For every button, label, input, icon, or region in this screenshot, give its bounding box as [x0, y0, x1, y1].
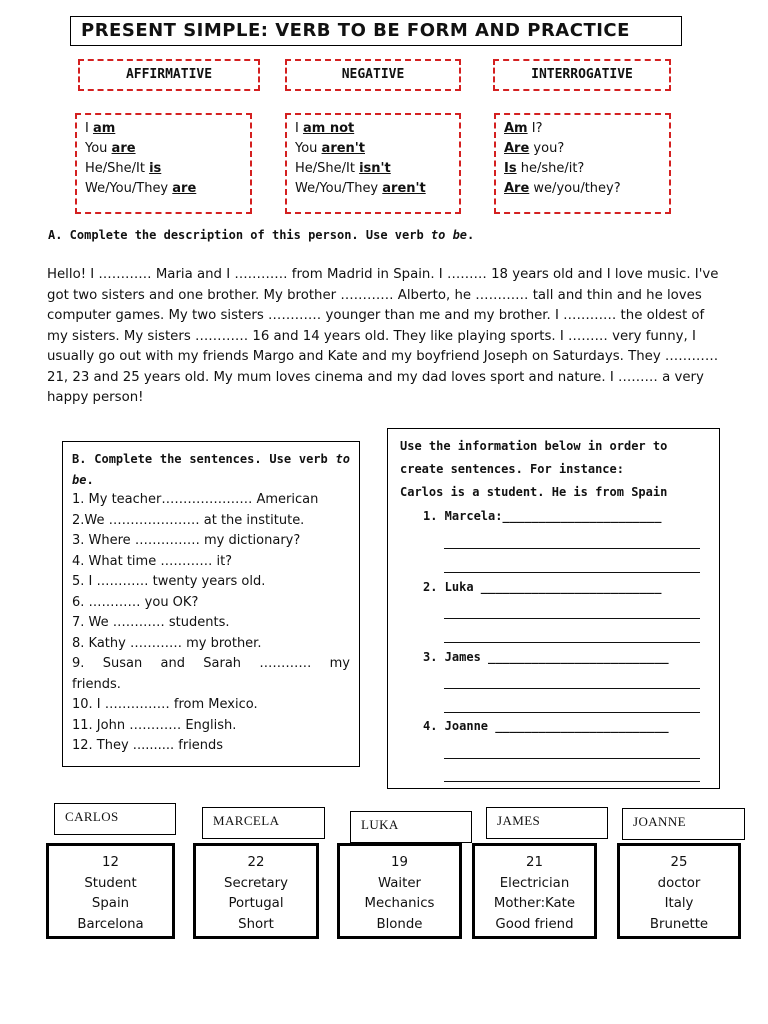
- card-info-line: Short: [238, 916, 274, 932]
- card-info-line: Blonde: [376, 916, 423, 932]
- card-info-line: 25: [670, 855, 688, 870]
- sentence: 12. They .......... friends: [72, 738, 224, 753]
- interrogative-forms: [494, 113, 671, 214]
- card-info-line: 12: [102, 855, 119, 870]
- verb-form: am: [92, 121, 116, 136]
- verb-form: are: [172, 181, 197, 196]
- section-a-paragraph: Hello! I ………… Maria and I ………… from Madrid in Spain. I ……… 18 years old and I love music. I've got two sisters and one brother. My brother ………… Alberto, he ………… tall and thin and he loves computer games. My two sisters ………… younger than me and my brother. I ………… the oldest of my sisters. My sisters ………… 16 and 14 years old. They like playing sports. I ……… very funny, I usually go out with my friends Margo and Kate and my boyfriend Joseph on Saturdays. They ………… 21, 23 and 25 years old. My mum loves cinema and my dad loves sport and nature. I ……… a very happy person!: [47, 267, 719, 405]
- subject: You: [295, 141, 322, 156]
- sentence: 3. Where …………… my dictionary?: [72, 533, 301, 548]
- section-c-instruction-1: Use the information below in order to: [400, 439, 668, 453]
- card-info-line: Portugal: [228, 896, 284, 911]
- sentence: 8. Kathy ………… my brother.: [72, 635, 262, 651]
- affirmative-row: [85, 179, 250, 199]
- subject: We/You/They: [85, 181, 173, 196]
- verb-form: Am: [504, 121, 528, 136]
- affirmative-header: AFFIRMATIVE: [78, 59, 260, 91]
- sentence: 7. We ………… students.: [72, 615, 230, 630]
- subject: He/She/It: [295, 161, 360, 176]
- answer-line[interactable]: [444, 712, 700, 713]
- sentence: 11. John ………… English.: [72, 717, 237, 733]
- card-info-line: Waiter: [377, 875, 421, 891]
- negative-row: [295, 139, 459, 159]
- answer-line[interactable]: [444, 758, 700, 759]
- answer-line[interactable]: [444, 548, 700, 549]
- interrogative-row: [504, 139, 669, 159]
- negative-forms: [285, 113, 461, 214]
- item-marcela: 1. Marcela:______________________: [423, 509, 662, 523]
- item-james: 3. James _________________________: [423, 650, 669, 664]
- verb-form: are: [111, 141, 136, 156]
- name-tag-marcela: MARCELA: [202, 807, 325, 839]
- subject: You: [85, 141, 112, 156]
- name-tag-carlos: CARLOS: [54, 803, 176, 835]
- sentence: 4. What time ………… it?: [72, 553, 233, 569]
- info-card-carlos: [46, 843, 175, 939]
- page-title: PRESENT SIMPLE: VERB TO BE FORM AND PRACTICE: [70, 16, 682, 46]
- card-info-line: 21: [526, 855, 543, 870]
- negative-row: [295, 119, 459, 139]
- affirmative-row: [85, 119, 250, 139]
- info-card-james: [472, 843, 597, 939]
- answer-line[interactable]: [444, 642, 700, 643]
- card-info-line: Student: [84, 875, 137, 891]
- sentence: 2.We ………………… at the institute.: [72, 512, 305, 528]
- verb-form: is: [149, 161, 162, 176]
- subject: I: [85, 121, 93, 136]
- card-info-line: Brunette: [649, 916, 709, 932]
- name-tag-luka: LUKA: [350, 811, 472, 843]
- section-c-example: Carlos is a student. He is from Spain: [400, 485, 668, 499]
- card-info-line: Mechanics: [364, 896, 435, 911]
- verb-form: isn't: [359, 161, 391, 176]
- sentence: 6. ………… you OK?: [72, 594, 199, 610]
- card-info-line: Electrician: [499, 875, 570, 891]
- card-info-line: 22: [247, 855, 265, 870]
- verb-form: Are: [504, 181, 530, 196]
- card-info-line: Good friend: [495, 916, 574, 932]
- name-tag-james: JAMES: [486, 807, 608, 839]
- affirmative-row: [85, 139, 250, 159]
- card-info-line: Mother:Kate: [493, 896, 576, 911]
- verb-form: Are: [504, 141, 530, 156]
- card-info-line: Barcelona: [77, 916, 144, 932]
- card-info-line: doctor: [657, 875, 701, 891]
- item-luka: 2. Luka _________________________: [423, 580, 662, 594]
- subject: he/she/it?: [516, 161, 585, 176]
- info-card-marcela: [193, 843, 319, 939]
- negative-row: [295, 179, 459, 199]
- answer-line[interactable]: [444, 572, 700, 573]
- answer-line[interactable]: [444, 688, 700, 689]
- verb-form: aren't: [321, 141, 365, 156]
- section-b-sentences: [72, 490, 350, 654]
- interrogative-header: INTERROGATIVE: [493, 59, 671, 91]
- section-b-box: [62, 441, 360, 767]
- sentence-9-continued: friends.: [72, 676, 121, 692]
- card-info-line: Secretary: [224, 875, 288, 891]
- interrogative-row: [504, 119, 669, 139]
- negative-row: [295, 159, 459, 179]
- affirmative-row: [85, 159, 250, 179]
- answer-line[interactable]: [444, 781, 700, 782]
- section-c-box: [387, 428, 720, 789]
- sentence: 1. My teacher………………… American: [72, 492, 319, 507]
- verb-form: aren't: [382, 181, 426, 196]
- verb-form: Is: [504, 161, 517, 176]
- name-tag-joanne: JOANNE: [622, 808, 745, 840]
- subject: We/You/They: [295, 181, 383, 196]
- verb-form: am not: [302, 121, 355, 136]
- item-joanne: 4. Joanne ________________________: [423, 719, 669, 733]
- subject: I: [295, 121, 303, 136]
- sentence: 10. I …………… from Mexico.: [72, 697, 258, 712]
- sentence-9: 9. Susan and Sarah ………… my: [72, 656, 350, 671]
- card-info-line: Spain: [91, 896, 130, 911]
- section-b-sentences-end: [72, 695, 350, 757]
- subject: I?: [527, 121, 543, 136]
- section-c-instruction-2: create sentences. For instance:: [400, 462, 624, 476]
- subject: we/you/they?: [529, 181, 621, 196]
- sentence: 5. I ………… twenty years old.: [72, 574, 266, 589]
- affirmative-forms: [75, 113, 252, 214]
- subject: He/She/It: [85, 161, 150, 176]
- info-card-luka: [337, 843, 462, 939]
- subject: you?: [529, 141, 565, 156]
- interrogative-row: [504, 179, 669, 199]
- section-b-instruction: B. Complete the sentences. Use verb to be.: [72, 452, 350, 487]
- answer-line[interactable]: [444, 618, 700, 619]
- card-info-line: Italy: [664, 896, 694, 911]
- card-info-line: 19: [391, 855, 408, 870]
- section-a-instruction: A. Complete the description of this person. Use verb to be.: [48, 228, 475, 242]
- negative-header: NEGATIVE: [285, 59, 461, 91]
- interrogative-row: [504, 159, 669, 179]
- info-card-joanne: [617, 843, 741, 939]
